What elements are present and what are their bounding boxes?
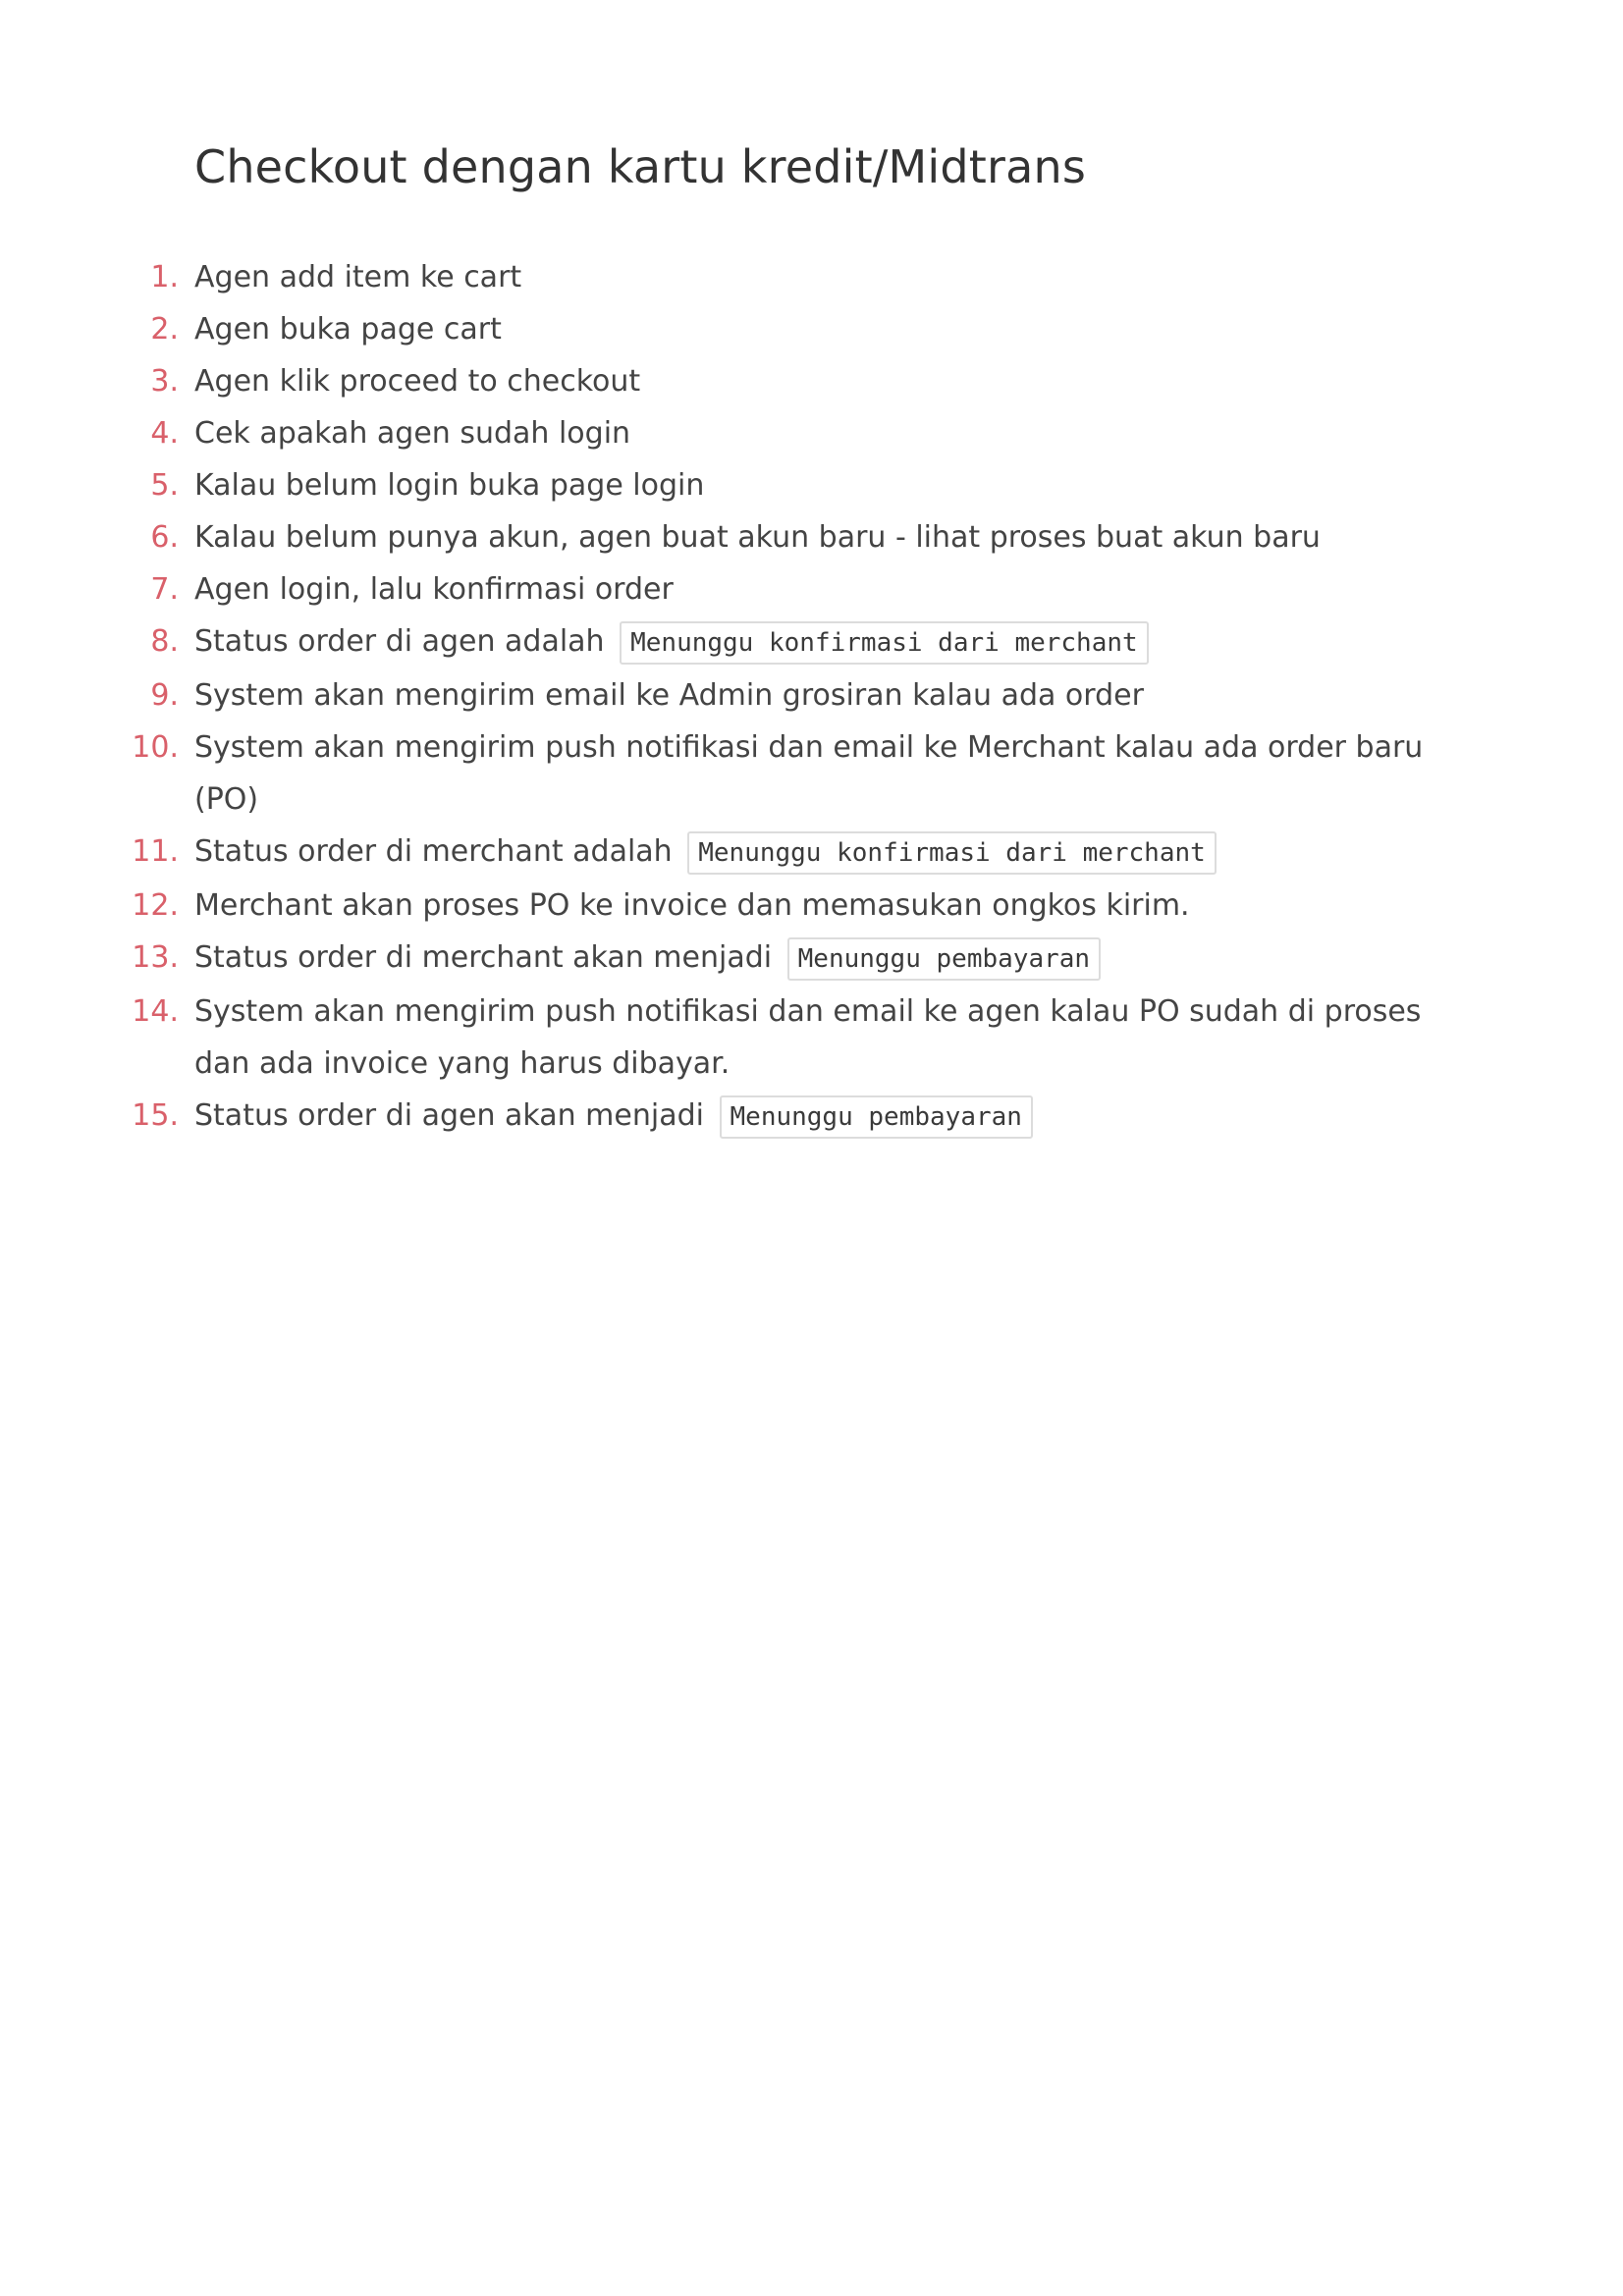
list-item — [118, 407, 1434, 459]
step-text: Agen klik proceed to checkout — [194, 364, 641, 399]
step-text: Kalau belum punya akun, agen buat akun baru - lihat proses buat akun baru — [194, 520, 1321, 555]
step-number: 5. — [150, 468, 179, 503]
step-text: System akan mengirim push notifikasi dan email ke agen kalau PO sudah di proses dan ada invoice yang harus dibayar. — [194, 994, 1422, 1081]
list-item — [118, 251, 1434, 303]
step-number: 1. — [150, 260, 179, 294]
list-item — [118, 932, 1434, 986]
checkout-steps-list — [118, 251, 1434, 1144]
document-title: Checkout dengan kartu kredit/Midtrans — [194, 140, 1087, 193]
status-code-badge: Menunggu konfirmasi dari merchant — [620, 621, 1149, 665]
step-text: Agen buka page cart — [194, 312, 502, 347]
list-item — [118, 563, 1434, 615]
status-code-badge: Menunggu konfirmasi dari merchant — [687, 831, 1217, 875]
step-number: 14. — [132, 994, 179, 1029]
status-code-badge: Menunggu pembayaran — [720, 1095, 1033, 1139]
list-item — [118, 880, 1434, 932]
step-number: 15. — [132, 1098, 179, 1133]
list-item — [118, 986, 1434, 1090]
list-item — [118, 303, 1434, 355]
step-text: Kalau belum login buka page login — [194, 468, 705, 503]
step-text: Status order di merchant akan menjadi — [194, 940, 773, 975]
step-text: System akan mengirim email ke Admin grosiran kalau ada order — [194, 678, 1144, 713]
step-number: 7. — [150, 572, 179, 607]
step-text: Agen login, lalu konfirmasi order — [194, 572, 674, 607]
list-item — [118, 615, 1434, 669]
list-item — [118, 721, 1434, 826]
step-text: Cek apakah agen sudah login — [194, 416, 631, 451]
list-item — [118, 511, 1434, 563]
step-number: 6. — [150, 520, 179, 555]
list-item — [118, 1090, 1434, 1144]
step-number: 8. — [150, 624, 179, 659]
step-text: Status order di merchant adalah — [194, 834, 673, 869]
status-code-badge: Menunggu pembayaran — [787, 937, 1101, 981]
list-item — [118, 355, 1434, 407]
list-item — [118, 459, 1434, 511]
step-text: Status order di agen adalah — [194, 624, 605, 659]
list-item — [118, 669, 1434, 721]
step-number: 13. — [132, 940, 179, 975]
step-number: 11. — [132, 834, 179, 869]
step-number: 10. — [132, 730, 179, 765]
step-number: 12. — [132, 888, 179, 923]
list-item — [118, 826, 1434, 880]
step-text: Merchant akan proses PO ke invoice dan memasukan ongkos kirim. — [194, 888, 1190, 923]
step-number: 3. — [150, 364, 179, 399]
step-number: 4. — [150, 416, 179, 451]
step-text: Agen add item ke cart — [194, 260, 522, 294]
step-text: System akan mengirim push notifikasi dan email ke Merchant kalau ada order baru (PO) — [194, 730, 1424, 817]
step-number: 2. — [150, 312, 179, 347]
step-number: 9. — [150, 678, 179, 713]
step-text: Status order di agen akan menjadi — [194, 1098, 704, 1133]
